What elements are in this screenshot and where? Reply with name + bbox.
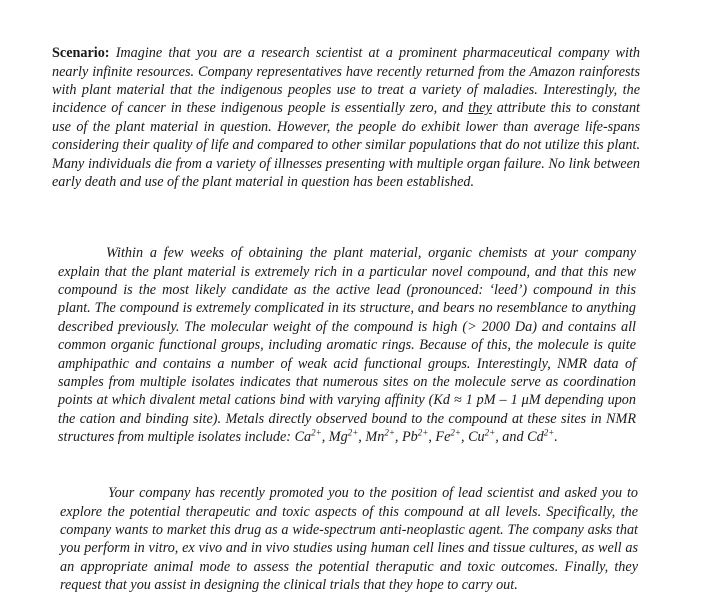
scenario-label: Scenario: [52,45,110,62]
p2-pb: , Pb [394,429,418,446]
pb-charge: 2+ [417,427,429,438]
p2-text: Within a few weeks of obtaining the plant material, organic chemists at your company explain that the plant material is extremely rich in a particular novel compound, and that this new compound is the most likely candidate as the active lead (pronounced: ‘leed’) compound in this plant. The compound is extremely complicated in its structure, and bears no resemblance to anything described previously. The molecular weight of the compound is high (> 2000 Da) and contains all common organic functional groups, including aromatic rings. Because of this, the molecule is quite amphipathic and contains a number of weak acid functional groups. Interestingly, NMR data of samples from multiple isolates indicates that numerous sites on the molecule serve as coordination points at which divalent metal cations bind with varying affinity (Kd ≈ 1 pM – 1 μM depending upon the cation and binding site). Metals directly observed bound to the compound at these sites in NMR structures from multiple isolates include: Ca [58,245,636,446]
p2-mg: , Mg [321,429,348,446]
cu-charge: 2+ [484,427,496,438]
p1-text-b: attribute this to constant use of the plant material in question. However, the people do exhibit lower than average life-spans considering their quality of life and compared to other similar populations that do not utilize this plant. Many individuals die from a variety of illnesses presenting with multiple organ failure. No link between early death and use of the plant material in question has been established. [52,100,640,191]
scenario-paragraph-2 [58,244,636,446]
fe-charge: 2+ [450,427,461,438]
mg-charge: 2+ [347,427,359,438]
scenario-paragraph-1 [52,44,640,191]
p2-cu: , Cu [460,429,485,446]
cd-charge: 2+ [543,427,555,438]
p1-text-a: Imagine that you are a research scientist at a prominent pharmaceutical company with nearly infinite resources. Company representatives have recently returned from the Amazon rainforests with plant material that the indigenous peoples use to treat a variety of maladies. Interestingly, the incidence of cancer in these indigenous people is essentially zero, and [52,45,640,117]
mn-charge: 2+ [384,427,395,438]
p2-fe: , Fe [428,429,451,446]
p2-cd: , and Cd [495,429,544,446]
p2-end: . [554,429,558,446]
ca-charge: 2+ [311,427,322,438]
p2-mn: , Mn [358,429,385,446]
p3-text: Your company has recently promoted you to the position of lead scientist and asked you to explore the potential therapeutic and toxic aspects of this compound at all levels. Specifically, the company wants to market this drug as a wide-spectrum anti-neoplastic agent. The company asks that you perform in vitro, ex vivo and in vivo studies using human cell lines and tissue cultures, as well as an appropriate animal mode to assess the potential theraputic and toxic outcomes. Finally, they request that you assist in designing the clinical trials that they hope to carry out. [60,485,638,594]
p1-underlined-they: they [468,100,492,117]
scenario-paragraph-3 [60,484,638,594]
